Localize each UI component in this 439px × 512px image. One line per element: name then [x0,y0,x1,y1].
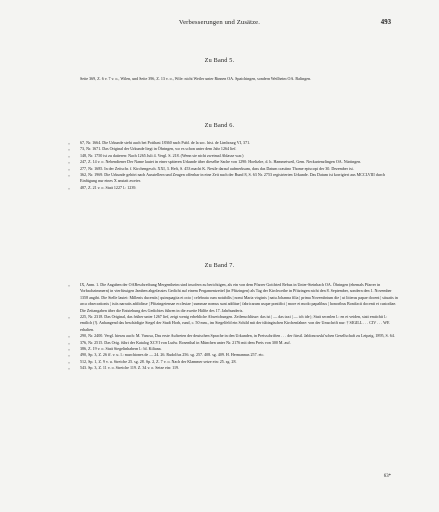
entry-text: 490, Sp. 3, Z. 26 ff. v. u. l.: marchiones de — 24. 26. Rudolfus 256. sg. 257. 408. sg. 409. H. Hermannus 257. etc. [80,352,265,358]
list-item: „ 386, Z. 19 v. o. Statt Siegelinhabern l.: bl. Kiliana. [68,346,162,352]
list-item: „ 290, Nr. 2400. Vergl. hierzu auch: M. Vancsa, Das erste Auftreten der deutschen Sprache in den Urkunden, in Preisschriften . . . der fürstl. Jablonowski'schen Gesellschaft zu Leipzig, 1895, S. 64. [68,333,395,339]
list-item: „ IX, Anm. 1. Die Angaben der OABeschreibung Mergentheim sind insofern zu berichtigen, als ein von dem Pfarrer Gottfried Rebus in Unter-Steinbach OA. Öhringen (ehemals Pfarrer in Vorbachzimmern) in vierfüssigen Jamben abgefasstes Gedicht auf einem Pergamentzettel (in Pfitzingen) als Tag der Kirchweihe in Pfitzingen nicht den 8. September, sondern den 1. November 1358 angibt. Die Stelle lautet: Millenis ducentis | quinquagita et octo | celebrata cum notabilis | nomi Maria virginis | natu Johanna filia | prima Novembrium die | ut litteras papae docent | situatis in arca obsecrationis | istis narratis addidisse | Pfitzingeiensae ecclesiae | summae nomus sunt additae | fabricarum usque pontifici | more et modo papalibus | honoribus Bonifacii docenti et custodiae. Die Zeitangaben über die Entstehung des Gedichtes führen in die zweite Hälfte des 17. Jahrhunderts. [68,282,398,313]
list-item: „ 67, Nr. 1664. Die Urkunde steht auch bei Potthast 18360 nach Publ. de la soc. hist. de Limbourg VI, 371. [68,140,251,145]
entry-text: 362, Nr. 1969. Die Urkunde gehört nach Ausstellern und Zeugen offenbar in eine Zeit nach der Bund 8, S. 63 Nr. 2753 registrierten Urkunde. Das Datum ist korrigiert aus MCCLVIII durch Einfügung nur eines X anstatt zweier. [80,172,385,184]
entry-text: 386, Z. 19 v. o. Statt Siegelinhabern l.: bl. Kiliana. [80,346,162,352]
entry-text: 277, Nr. 1685. In der Zeitschr. f. Kirchengesch. XXI, 3. Heft, S. 453 macht K. Nestle darauf aufmerksam, dass das Datum crastino Thome episcopi der 30. Dezember ist. [80,165,354,171]
list-item: „ 247, Z. 14 v. o. Nebendiener Der Name lautet in einer späteren Urkunde über dieselbe Sache von 1290: Hoeltzlre, d. h. Hammetweil, Gem. Neckartenzlingen OA. Nürtingen. [68,159,362,165]
entry-text: 148, Nr. 1750 ist zu datieren: Nach 1265 Juli 4. Vergl. S. 218. (Wenn sie nicht zweimal Ablasse war.) [80,152,244,158]
list-item: „ 225, Nr. 2318. Das Original, das früher unter 1267 lief, zeigt wenig erhebliche Abweichungen. Zeilenschlüsse: das ist | — das taxi | — ich ide |; Statt secmlen l.: en et veiden, statt emtichit l.: emtlich (!). Anhangend das beschädigte Siegel der Stadt Horb, rund, c. 50 mm., im Siegelfeld ein Schild mit der tübingischen Kirchenfahne: von der Umschrift nur: † SIGILL . . . CIV . . . WE erhalten. [68,314,390,332]
list-item: „ 277, Nr. 1685. In der Zeitschr. f. Kirchengesch. XXI, 3. Heft, S. 453 macht K. Nestle darauf aufmerksam, dass das Datum crastino Thome episcopi der 30. Dezember ist. [68,165,354,171]
entry-text: 73, Nr. 1671. Das Original der Urkunde liegt in Öhringen, wo es schon unter dem Jahr 1264 lief. [80,146,237,152]
section-heading-band-7: Zu Band 7. [204,262,235,269]
signature-mark: 63* [383,474,391,479]
entry-text: 487, Z. 21 v. o. Statt 1227 l.: 1239. [80,184,137,190]
entry-text: 512, Sp. 1, Z. 9 v. u. Streiche 25. sg. 28. Sp. 2, Z. 7 v. o. Nach der Klammer setze ein: 25. sg. 28. [80,358,237,364]
list-item [80,76,398,82]
entry-text: 67, Nr. 1664. Die Urkunde steht auch bei Potthast 18360 nach Publ. de la soc. hist. de Limbourg VI, 371. [80,140,251,145]
list-item: „ 487, Z. 21 v. o. Statt 1227 l.: 1239. [68,184,137,190]
section-heading-band-5: Zu Band 5. [204,57,235,64]
entry-text: IX, Anm. 1. Die Angaben der OABeschreibung Mergentheim sind insofern zu berichtigen, als ein von dem Pfarrer Gottfried Rebus in Unter-Steinbach OA. Öhringen (ehemals Pfarrer in Vorbachzimmern) in vierfüssigen Jamben abgefasstes Gedicht auf einem Pergamentzettel (in Pfitzingen) als Tag der Kirchweihe in Pfitzingen nicht den 8. September, sondern den 1. November 1358 angibt. Die Stelle lautet: Millenis ducentis | quinquagita et octo | celebrata cum notabilis | nomi Maria virginis | natu Johanna filia | prima Novembrium die | ut litteras papae docent | situatis in arca obsecrationis | istis narratis addidisse | Pfitzingeiensae ecclesiae | summae nomus sunt additae | fabricarum usque pontifici | more et modo papalibus | honoribus Bonifacii docenti et custodiae. Die Zeitangaben über die Entstehung des Gedichtes führen in die zweite Hälfte des 17. Jahrhunderts. [80,282,398,313]
section-heading-band-6: Zu Band 6. [204,122,235,129]
list-item: „ 362, Nr. 1969. Die Urkunde gehört nach Ausstellern und Zeugen offenbar in eine Zeit nach der Bund 8, S. 63 Nr. 2753 registrierten Urkunde. Das Datum ist korrigiert aus MCCLVIII durch Einfügung nur eines X anstatt zweier. [68,172,385,184]
entry-text: 376, Nr. 2515. Das Orig. führt der Katalog XCVI von Ludw. Rosenthal in München unter Nr. 2176 mit dem Preis von 300 M. auf. [80,339,291,345]
section-band-5 [80,76,398,82]
entry-text: 290, Nr. 2400. Vergl. hierzu auch: M. Vancsa, Das erste Auftreten der deutschen Sprache in den Urkunden, in Preisschriften . . . der fürstl. Jablonowski'schen Gesellschaft zu Leipzig, 1895, S. 64. [80,333,395,339]
list-item: „ 512, Sp. 1, Z. 9 v. u. Streiche 25. sg. 28. Sp. 2, Z. 7 v. o. Nach der Klammer setze ein: 25. sg. 28. [68,358,237,364]
list-item: „ 148, Nr. 1750 ist zu datieren: Nach 1265 Juli 4. Vergl. S. 218. (Wenn sie nicht zweimal Ablasse war.) [68,152,244,158]
entry-text: 225, Nr. 2318. Das Original, das früher unter 1267 lief, zeigt wenig erhebliche Abweichungen. Zeilenschlüsse: das ist | — das taxi | — ich ide |; Statt secmlen l.: en et veiden, statt emtichit l.: emtlich (!). Anhangend das beschädigte Siegel der Stadt Horb, rund, c. 50 mm., im Siegelfeld ein Schild mit der tübingischen Kirchenfahne: von der Umschrift nur: † SIGILL . . . CIV . . . WE erhalten. [80,314,390,332]
running-title: Verbesserungen und Zusätze. [178,19,261,26]
list-item: „ 543. Sp. 3, Z. 11 v. o. Streiche 119. Z. 34 v. o. Setze ein: 119. [68,365,180,371]
list-item: „ 376, Nr. 2515. Das Orig. führt der Katalog XCVI von Ludw. Rosenthal in München unter Nr. 2176 mit dem Preis von 300 M. auf. [68,339,291,345]
section-band-6 [68,140,398,191]
entry-text: 247, Z. 14 v. o. Nebendiener Der Name lautet in einer späteren Urkunde über dieselbe Sache von 1290: Hoeltzlre, d. h. Hammetweil, Gem. Neckartenzlingen OA. Nürtingen. [80,159,362,165]
running-head [0,19,439,31]
section-band-7 [68,282,398,372]
entry-text: Seite 369, Z. 6 v. 7 v. o., Wilen, und Seite 396, Z. 13 v. o., Wile: nicht Weiler unter Rinnen OA. Spaichingen, sondern Weilheim OA. Balingen. [80,76,312,81]
list-item: „ 490, Sp. 3, Z. 26 ff. v. u. l.: marchiones de — 24. 26. Rudolfus 256. sg. 257. 408. sg. 409. H. Hermannus 257. etc. [68,352,265,358]
list-item: „ 73, Nr. 1671. Das Original der Urkunde liegt in Öhringen, wo es schon unter dem Jahr 1264 lief. [68,146,237,152]
page-number: 493 [380,19,391,26]
entry-text: 543. Sp. 3, Z. 11 v. o. Streiche 119. Z. 34 v. o. Setze ein: 119. [80,365,180,371]
